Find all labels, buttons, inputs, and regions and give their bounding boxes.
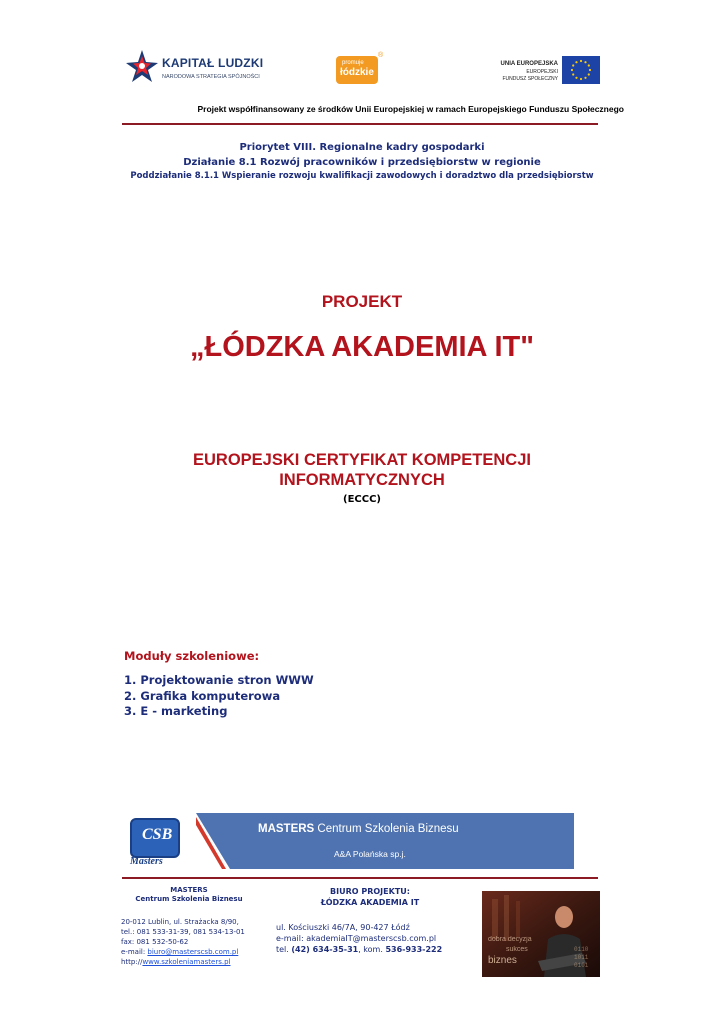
module-item: 2. Grafika komputerowa	[124, 688, 281, 703]
footer-mid-heading-line1: BIURO PROJEKTU:	[330, 887, 410, 896]
footer-left-www-link[interactable]: www.szkoleniamasters.pl	[142, 958, 231, 966]
footer-mid-heading-line2: ŁÓDZKA AKADEMIA IT	[320, 898, 420, 907]
eu-label-line3: FUNDUSZ SPOŁECZNY	[502, 76, 558, 82]
svg-text:0110: 0110	[574, 946, 589, 953]
footer-mid-kom: 536-933-222	[385, 945, 443, 954]
footer-left-email-link[interactable]: biuro@masterscsb.com.pl	[147, 948, 239, 956]
banner-arrow-icon	[196, 813, 258, 869]
project-label: PROJEKT	[321, 292, 403, 311]
footer-left-www-row	[121, 957, 245, 967]
svg-text:1011: 1011	[574, 954, 589, 961]
eu-label	[496, 61, 558, 82]
banner-company: A&A Polańska sp.j.	[334, 849, 406, 859]
kapital-ludzki-star-icon	[126, 50, 158, 86]
csb-logo-box	[130, 818, 180, 858]
footer-left-fax: fax: 081 532-50-62	[121, 938, 189, 946]
csb-logo-caption: Masters	[130, 856, 163, 867]
footer-left-contact	[121, 917, 245, 967]
footer-left-heading-line1: MASTERS	[170, 886, 208, 894]
photo-text-business: biznes	[488, 955, 517, 966]
footer-left-email-row	[121, 947, 245, 957]
footer-mid-email: e-mail: akademiaIT@masterscsb.com.pl	[276, 934, 437, 943]
csb-masters-logo	[128, 818, 182, 870]
footer-mid-tel-prefix: tel.	[276, 945, 292, 954]
svg-text:0101: 0101	[574, 962, 589, 969]
action-line: Działanie 8.1 Rozwój pracowników i przedsiębiorstw w regionie	[183, 157, 541, 168]
certificate-title-line1: EUROPEJSKI CERTYFIKAT KOMPETENCJI	[193, 451, 531, 469]
kapital-ludzki-subtitle: NARODOWA STRATEGIA SPÓJNOŚCI	[162, 74, 260, 80]
masters-banner	[196, 813, 574, 869]
footer-mid-address: ul. Kościuszki 46/7A, 90-427 Łódź	[276, 923, 410, 932]
lodzkie-big-text: łódzkie	[340, 67, 374, 78]
footer-left-www-prefix: http://	[121, 958, 143, 966]
bottom-divider	[122, 877, 598, 879]
eu-flag-icon	[562, 56, 600, 84]
lodzkie-small-text: promuje	[342, 60, 364, 66]
eu-label-line1: UNIA EUROPEJSKA	[500, 61, 558, 67]
footer-left-phone: tel.: 081 533-31-39, 081 534-13-01	[121, 928, 245, 936]
footer-mid-contact	[276, 922, 442, 955]
footer-mid-kom-prefix: , kom.	[358, 945, 386, 954]
module-item: 3. E - marketing	[124, 704, 228, 718]
footer-left-email-prefix: e-mail:	[121, 948, 148, 956]
footer-left-address: 20-012 Lublin, ul. Strażacka 8/90,	[121, 918, 239, 926]
footer-mid-phone-row	[276, 944, 442, 955]
modules-heading: Moduły szkoleniowe:	[124, 649, 260, 663]
business-photo	[482, 891, 600, 977]
certificate-title-line2: INFORMATYCZNYCH	[279, 471, 445, 489]
modules-list	[124, 673, 314, 720]
footer-left-heading-line2: Centrum Szkolenia Biznesu	[135, 895, 243, 903]
kapital-ludzki-title: KAPITAŁ LUDZKI	[162, 56, 264, 70]
priority-line: Priorytet VIII. Regionalne kadry gospodarki	[239, 142, 485, 153]
subaction-line: Poddziałanie 8.1.1 Wspieranie rozwoju kwalifikacji zawodowych i doradztwo dla przedsiębiorstw	[130, 171, 594, 181]
photo-text-success: sukces	[506, 946, 528, 953]
certificate-abbreviation: (ECCC)	[343, 494, 381, 505]
banner-brand-rest: Centrum Szkolenia Biznesu	[314, 823, 459, 835]
csb-logo-text: CSB	[142, 826, 173, 843]
eu-label-line2: EUROPEJSKI	[526, 69, 558, 75]
module-item: 1. Projektowanie stron WWW	[124, 673, 314, 687]
top-divider	[122, 123, 598, 125]
footer-mid-tel: (42) 634-35-31	[291, 945, 359, 954]
cofinancing-note: Projekt współfinansowany ze środków Unii Europejskiej w ramach Europejskiego Funduszu Społecznego	[197, 104, 624, 114]
footer-mid-heading	[270, 886, 470, 908]
lodzkie-registered-mark: ®	[378, 52, 384, 59]
kapital-ludzki-logo	[126, 50, 264, 90]
banner-brand: MASTERS	[258, 823, 315, 835]
footer-left-heading	[122, 886, 256, 904]
banner-title	[258, 823, 459, 835]
lodzkie-logo	[336, 56, 378, 84]
project-title: „ŁÓDZKA AKADEMIA IT"	[190, 331, 534, 363]
photo-text-decision: dobra decyzja	[488, 936, 532, 943]
